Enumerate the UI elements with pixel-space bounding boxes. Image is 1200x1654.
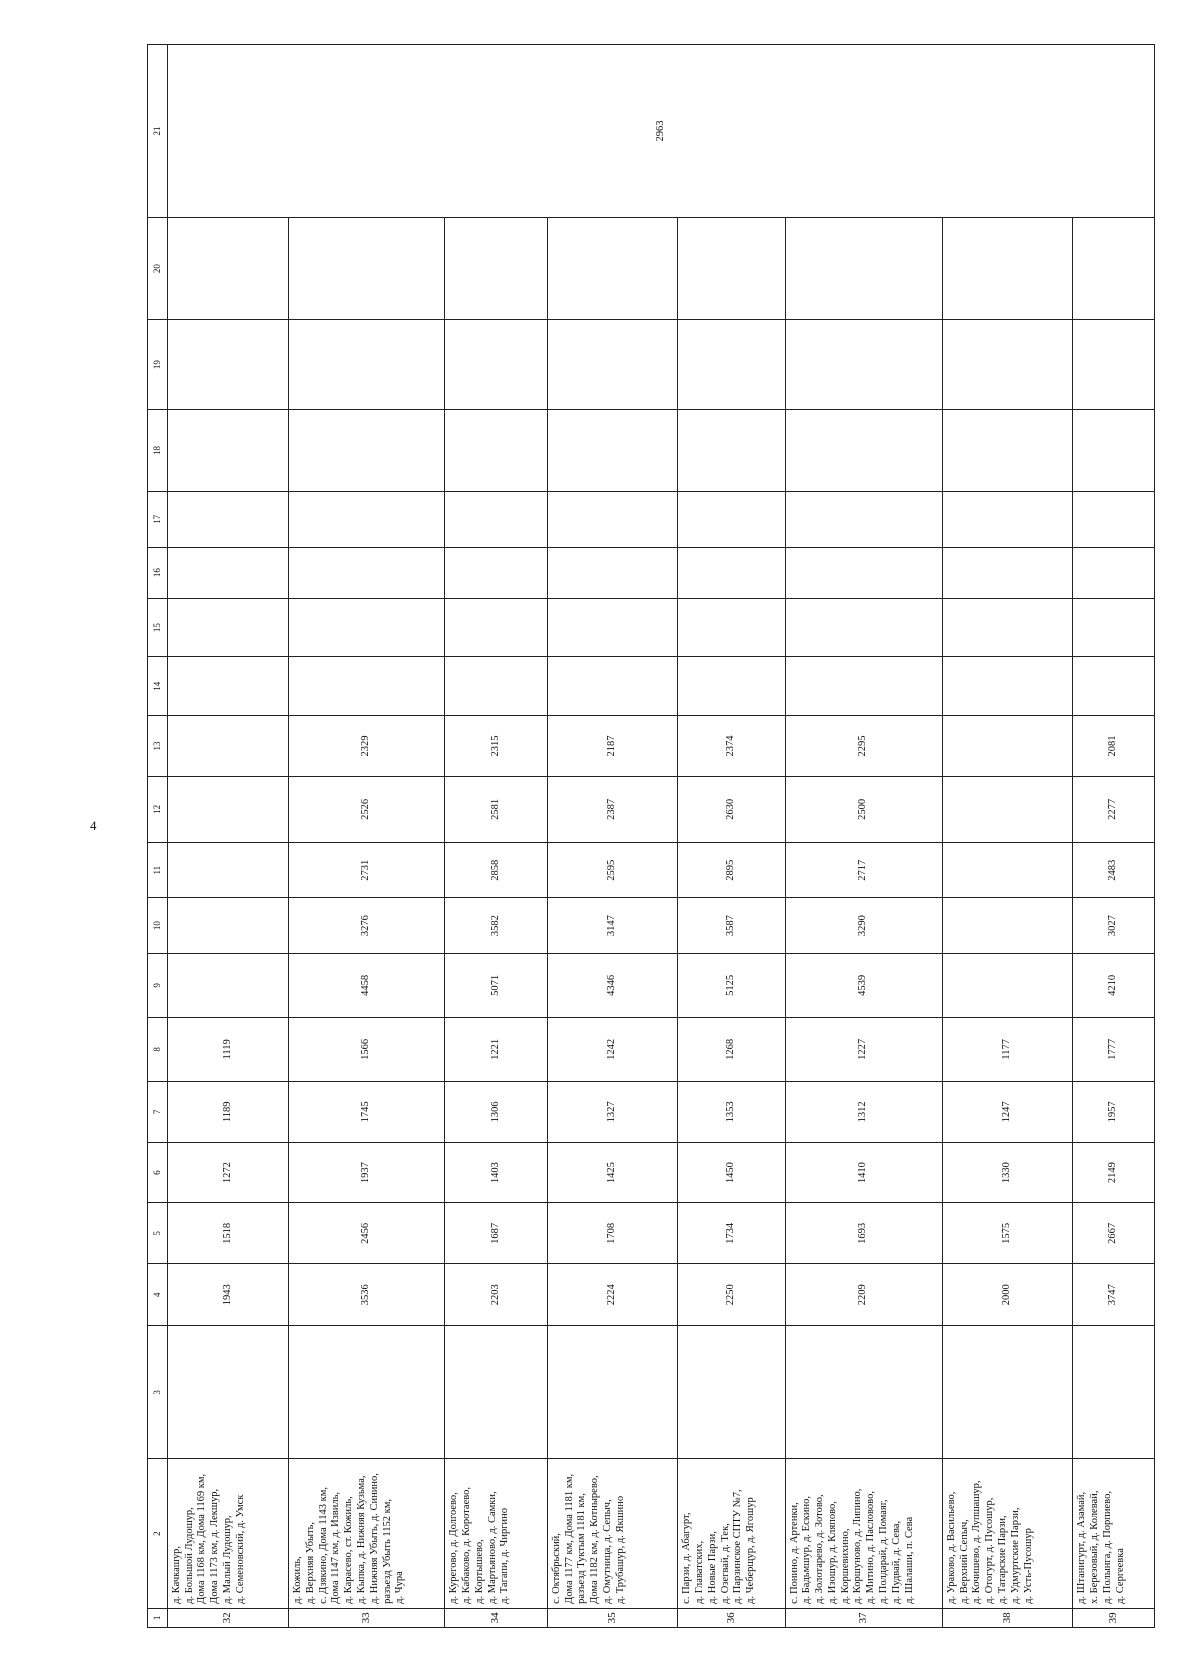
cell-col-6: 1450 [678, 1142, 785, 1203]
cell-col-12 [167, 776, 288, 842]
cell-col-10: 3587 [678, 898, 785, 953]
row-number: 33 [289, 1608, 445, 1627]
cell-col-16 [1073, 547, 1155, 598]
cell-col-11: 2895 [678, 842, 785, 897]
cell-col-16 [678, 547, 785, 598]
cell-col-13: 2295 [785, 716, 942, 777]
cell-col-3 [678, 1326, 785, 1459]
cell-col-16 [547, 547, 678, 598]
cell-col-16 [785, 547, 942, 598]
cell-col-10: 3147 [547, 898, 678, 953]
cell-col-11 [942, 842, 1073, 897]
cell-col-18 [445, 409, 548, 491]
cell-col-12: 2630 [678, 776, 785, 842]
cell-col-19 [547, 320, 678, 410]
row-number: 35 [547, 1608, 678, 1627]
cell-col-15 [678, 598, 785, 657]
column-header-11: 11 [148, 842, 168, 897]
cell-col-8: 1221 [445, 1017, 548, 1081]
cell-col-7: 1353 [678, 1081, 785, 1142]
cell-col-13 [167, 716, 288, 777]
cell-col-15 [289, 598, 445, 657]
cell-col-17 [445, 492, 548, 547]
cell-col-3 [167, 1326, 288, 1459]
cell-col-12 [942, 776, 1073, 842]
cell-col-9: 4346 [547, 953, 678, 1017]
column-header-12: 12 [148, 776, 168, 842]
settlement-list: д. Кожиль, д. Верхняя Убыть, с. Дзякино, Дома 1143 км, Дома 1147 км, д. Извиль, д. Карасево, ст. Кожиль, д. Кыпка, д. Нижняя Кузьма, д. Нижняя Убыть, д. Синино, разъезд Убыть 1152 км, д. Чура [289, 1459, 445, 1608]
row-number: 34 [445, 1608, 548, 1627]
cell-col-12: 2277 [1073, 776, 1155, 842]
column-header-10: 10 [148, 898, 168, 953]
column-header-1: 1 [148, 1608, 168, 1627]
page-number: 4 [90, 818, 97, 833]
cell-col-5: 1734 [678, 1203, 785, 1264]
row-number: 36 [678, 1608, 785, 1627]
cell-col-8: 1777 [1073, 1017, 1155, 1081]
cell-col-7: 1247 [942, 1081, 1073, 1142]
cell-col-19 [1073, 320, 1155, 410]
cell-col-19 [445, 320, 548, 410]
cell-col-14 [785, 657, 942, 716]
cell-col-5: 1708 [547, 1203, 678, 1264]
table-row [785, 45, 942, 1628]
cell-col-4: 2209 [785, 1264, 942, 1326]
cell-col-15 [547, 598, 678, 657]
column-header-4: 4 [148, 1264, 168, 1326]
settlement-list: с. Парзи, д. Абагурт, д. Главатских, д. Новые Парзи, д. Озегвай, д. Тек, д. Парзинское СПТУ №7, д. Чеберщур, д. Ягошур [678, 1459, 785, 1608]
cell-col-20 [785, 217, 942, 319]
cell-col-15 [167, 598, 288, 657]
cell-col-18 [547, 409, 678, 491]
cell-col-6: 1425 [547, 1142, 678, 1203]
cell-col-11: 2595 [547, 842, 678, 897]
cell-col-19 [678, 320, 785, 410]
cell-col-14 [445, 657, 548, 716]
cell-col-19 [167, 320, 288, 410]
column-header-14: 14 [148, 657, 168, 716]
cell-col-21-merged: 2963 [167, 45, 1154, 218]
row-number: 32 [167, 1608, 288, 1627]
settlement-list: д. Ураково, д. Васильево, д. Верхний Сепыч, д. Кочишево, д. Лупшашур, д. Отогурт, д. Пусошур, д. Татарские Парзи, д. Удмуртские Парзи, д. Усть-Пусошур [942, 1459, 1073, 1608]
settlement-list: с. Октябрьский, Дома 1177 км, Дома 1181 км, разъезд Туктым 1181 км, Дома 1182 км, д. Котнырево, д. Омутница, д. Сепыч, д. Трубашур, д. Якшино [547, 1459, 678, 1608]
cell-col-13: 2081 [1073, 716, 1155, 777]
cell-col-8: 1566 [289, 1017, 445, 1081]
cell-col-11 [167, 842, 288, 897]
cell-col-17 [1073, 492, 1155, 547]
column-header-13: 13 [148, 716, 168, 777]
column-header-17: 17 [148, 492, 168, 547]
column-header-9: 9 [148, 953, 168, 1017]
cell-col-6: 2149 [1073, 1142, 1155, 1203]
cell-col-13: 2187 [547, 716, 678, 777]
cell-col-5: 2667 [1073, 1203, 1155, 1264]
column-header-20: 20 [148, 217, 168, 319]
cell-col-17 [167, 492, 288, 547]
cell-col-3 [785, 1326, 942, 1459]
cell-col-9: 5125 [678, 953, 785, 1017]
cell-col-15 [1073, 598, 1155, 657]
table-row [1073, 45, 1155, 1628]
cell-col-9 [942, 953, 1073, 1017]
cell-col-16 [167, 547, 288, 598]
cell-col-6: 1272 [167, 1142, 288, 1203]
column-header-6: 6 [148, 1142, 168, 1203]
cell-col-14 [678, 657, 785, 716]
cell-col-14 [942, 657, 1073, 716]
cell-col-7: 1306 [445, 1081, 548, 1142]
cell-col-6: 1403 [445, 1142, 548, 1203]
cell-col-4: 2000 [942, 1264, 1073, 1326]
cell-col-18 [678, 409, 785, 491]
cell-col-3 [289, 1326, 445, 1459]
table-row [942, 45, 1073, 1628]
cell-col-18 [289, 409, 445, 491]
tariff-table [147, 44, 1155, 1628]
cell-col-10 [167, 898, 288, 953]
cell-col-9: 4458 [289, 953, 445, 1017]
cell-col-9 [167, 953, 288, 1017]
cell-col-10 [942, 898, 1073, 953]
cell-col-3 [1073, 1326, 1155, 1459]
cell-col-4: 2203 [445, 1264, 548, 1326]
cell-col-18 [785, 409, 942, 491]
cell-col-7: 1312 [785, 1081, 942, 1142]
cell-col-10: 3027 [1073, 898, 1155, 953]
settlement-list: с. Понино, д. Артенки, д. Бадьмшур, д. Ескино, д. Золотарево, д. Зотово, д. Изошур, д. Кляпово, д. Коршевихино, д. Коршуново, д. Липино, д. Митино, д. Пасловово, д. Полдарай, д. Помаяг, д. Пудвай, д. Сева, д. Шалаши, п. Сева [785, 1459, 942, 1608]
cell-col-5: 1575 [942, 1203, 1073, 1264]
column-header-3: 3 [148, 1326, 168, 1459]
rotated-table-area [147, 44, 1155, 1628]
cell-col-6: 1410 [785, 1142, 942, 1203]
column-header-18: 18 [148, 409, 168, 491]
column-header-2: 2 [148, 1459, 168, 1608]
cell-col-9: 5071 [445, 953, 548, 1017]
cell-col-16 [445, 547, 548, 598]
cell-col-7: 1745 [289, 1081, 445, 1142]
header-row [148, 45, 168, 1628]
cell-col-16 [289, 547, 445, 598]
cell-col-17 [678, 492, 785, 547]
table-row [678, 45, 785, 1628]
cell-col-8: 1268 [678, 1017, 785, 1081]
cell-col-13: 2329 [289, 716, 445, 777]
cell-col-6: 1330 [942, 1142, 1073, 1203]
cell-col-14 [289, 657, 445, 716]
cell-col-18 [167, 409, 288, 491]
cell-col-4: 1943 [167, 1264, 288, 1326]
cell-col-17 [942, 492, 1073, 547]
cell-col-9: 4210 [1073, 953, 1155, 1017]
cell-col-3 [547, 1326, 678, 1459]
cell-col-13: 2315 [445, 716, 548, 777]
cell-col-19 [289, 320, 445, 410]
cell-col-4: 3747 [1073, 1264, 1155, 1326]
cell-col-12: 2581 [445, 776, 548, 842]
table-row [167, 45, 288, 1628]
cell-col-5: 1687 [445, 1203, 548, 1264]
cell-col-10: 3276 [289, 898, 445, 953]
cell-col-20 [1073, 217, 1155, 319]
cell-col-20 [678, 217, 785, 319]
column-header-8: 8 [148, 1017, 168, 1081]
cell-col-7: 1957 [1073, 1081, 1155, 1142]
cell-col-13 [942, 716, 1073, 777]
cell-col-12: 2500 [785, 776, 942, 842]
cell-col-11: 2717 [785, 842, 942, 897]
cell-col-4: 2224 [547, 1264, 678, 1326]
cell-col-15 [445, 598, 548, 657]
cell-col-17 [547, 492, 678, 547]
cell-col-11: 2731 [289, 842, 445, 897]
cell-col-6: 1937 [289, 1142, 445, 1203]
cell-col-3 [445, 1326, 548, 1459]
cell-col-5: 1693 [785, 1203, 942, 1264]
row-number: 38 [942, 1608, 1073, 1627]
cell-col-15 [942, 598, 1073, 657]
cell-col-12: 2526 [289, 776, 445, 842]
settlement-list: д. Качкашур, д. Большой Лудошур, Дома 1168 км, Дома 1169 км, Дома 1173 км, д. Лекшур, д. Малый Лудошур, д. Семеновский, д. Умск [167, 1459, 288, 1608]
cell-col-8: 1177 [942, 1017, 1073, 1081]
table-row [445, 45, 548, 1628]
cell-col-4: 2250 [678, 1264, 785, 1326]
cell-col-11: 2858 [445, 842, 548, 897]
cell-col-20 [942, 217, 1073, 319]
cell-col-4: 3536 [289, 1264, 445, 1326]
cell-col-9: 4539 [785, 953, 942, 1017]
cell-col-14 [167, 657, 288, 716]
cell-col-7: 1189 [167, 1081, 288, 1142]
cell-col-19 [785, 320, 942, 410]
table-row [547, 45, 678, 1628]
cell-col-5: 2456 [289, 1203, 445, 1264]
cell-col-5: 1518 [167, 1203, 288, 1264]
cell-col-14 [547, 657, 678, 716]
cell-col-20 [289, 217, 445, 319]
cell-col-18 [1073, 409, 1155, 491]
cell-col-20 [445, 217, 548, 319]
cell-col-16 [942, 547, 1073, 598]
table-row [289, 45, 445, 1628]
column-header-19: 19 [148, 320, 168, 410]
cell-col-17 [785, 492, 942, 547]
column-header-15: 15 [148, 598, 168, 657]
cell-col-20 [547, 217, 678, 319]
cell-col-14 [1073, 657, 1155, 716]
settlement-list: д. Курегово, д. Долгоево, д. Кабаково, д. Коротаево, д. Кортышево, д. Мартьяново, д. Самки, д. Тагапи, д. Чиргино [445, 1459, 548, 1608]
cell-col-17 [289, 492, 445, 547]
cell-col-8: 1242 [547, 1017, 678, 1081]
rotated-table-wrapper [147, 44, 1155, 1628]
cell-col-18 [942, 409, 1073, 491]
column-header-5: 5 [148, 1203, 168, 1264]
column-header-21: 21 [148, 45, 168, 218]
column-header-16: 16 [148, 547, 168, 598]
row-number: 37 [785, 1608, 942, 1627]
row-number: 39 [1073, 1608, 1155, 1627]
cell-col-8: 1227 [785, 1017, 942, 1081]
cell-col-13: 2374 [678, 716, 785, 777]
cell-col-3 [942, 1326, 1073, 1459]
cell-col-10: 3582 [445, 898, 548, 953]
cell-col-8: 1119 [167, 1017, 288, 1081]
cell-col-11: 2483 [1073, 842, 1155, 897]
column-header-7: 7 [148, 1081, 168, 1142]
cell-col-7: 1327 [547, 1081, 678, 1142]
cell-col-10: 3290 [785, 898, 942, 953]
cell-col-20 [167, 217, 288, 319]
cell-col-15 [785, 598, 942, 657]
cell-col-19 [942, 320, 1073, 410]
cell-col-12: 2387 [547, 776, 678, 842]
settlement-list: д. Штанигурт, д. Азамай, х. Березовый, д. Колевай, д. Полынга, д. Порпиево, д. Сергеевка [1073, 1459, 1155, 1608]
